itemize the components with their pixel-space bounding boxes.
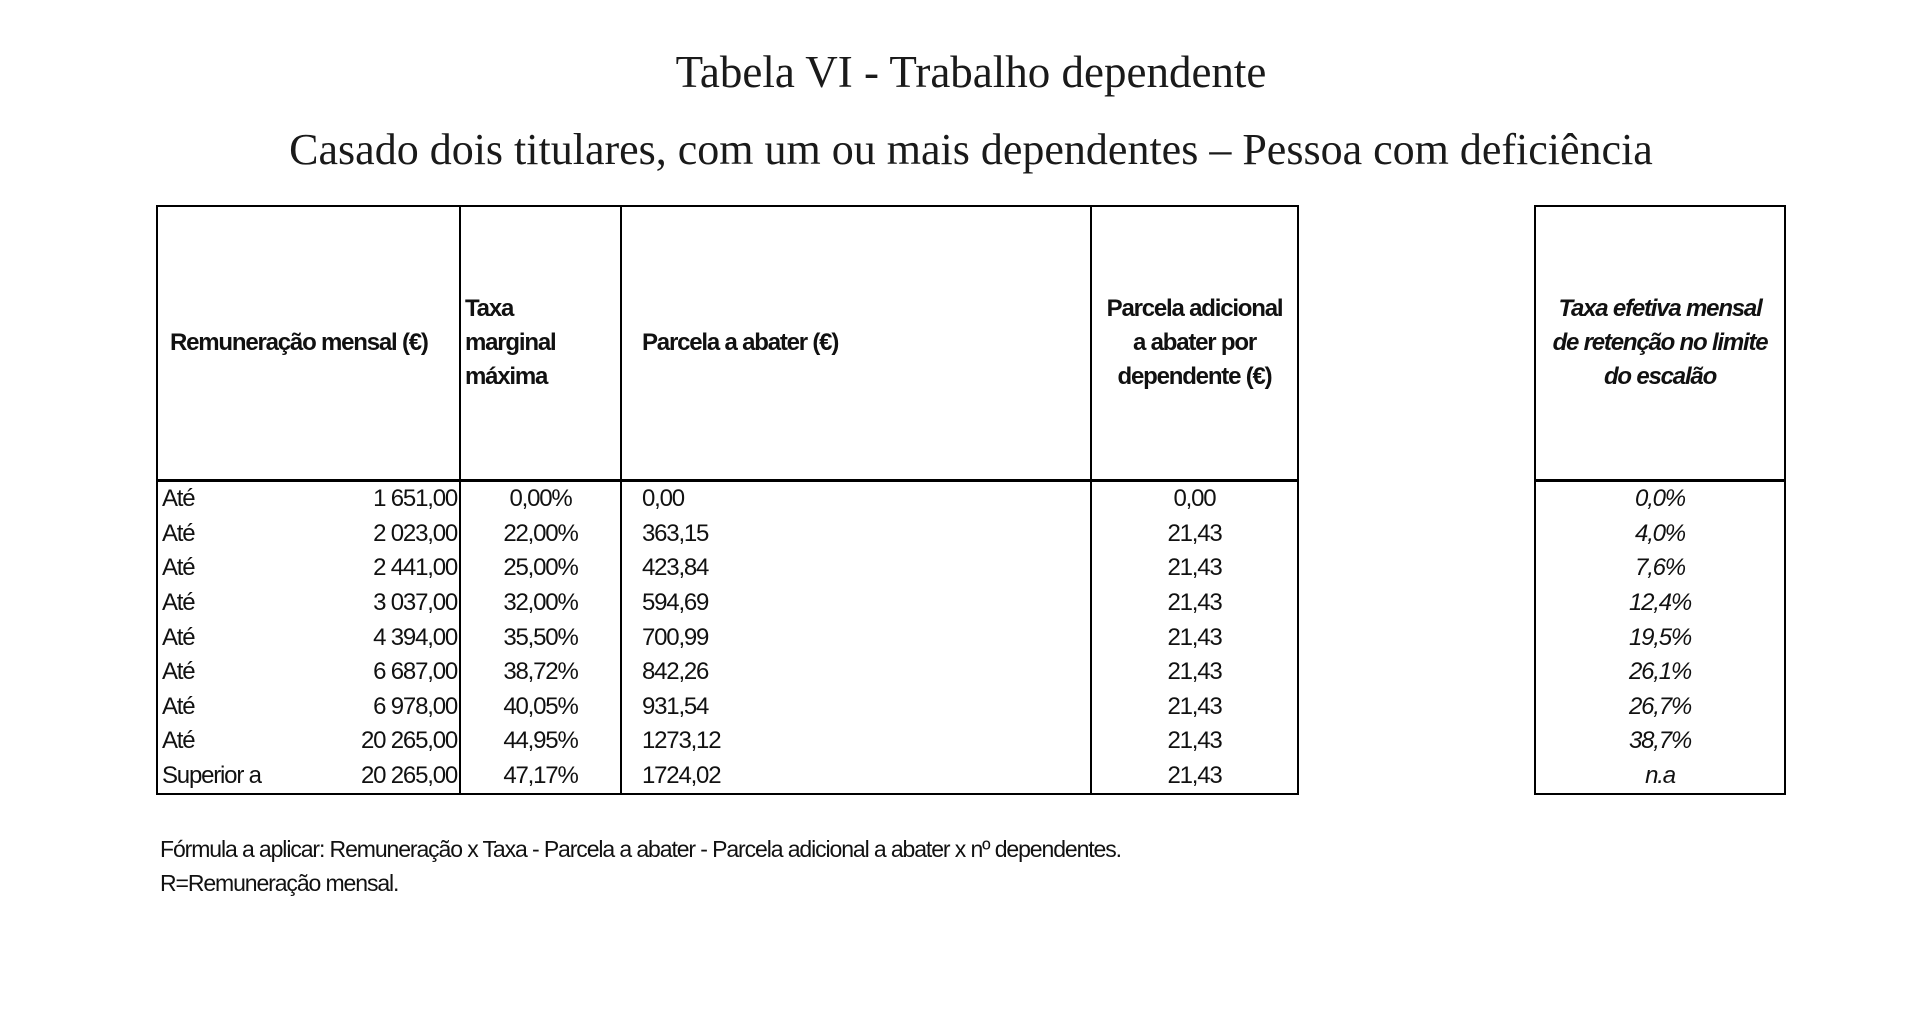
- header-taxa-efetiva-line3: do escalão: [1603, 363, 1717, 390]
- header-parcela: Parcela a abater (€): [621, 206, 1091, 481]
- table-row: [157, 586, 1298, 621]
- header-taxa-efetiva-line2: de retenção no limite: [1552, 329, 1768, 356]
- header-taxa-efetiva: [1535, 206, 1785, 481]
- table-row: [157, 690, 1298, 725]
- table-row: [157, 620, 1298, 655]
- row-taxa: 44,95%: [460, 724, 621, 759]
- row-adicional: 21,43: [1167, 519, 1222, 547]
- row-adicional: 21,43: [1167, 623, 1222, 651]
- row-taxa: 47,17%: [460, 759, 621, 795]
- header-remuneracao: Remuneração mensal (€): [157, 206, 460, 481]
- row-amount: 1 651,00: [336, 481, 460, 517]
- header-adicional-line2: a abater por: [1133, 329, 1256, 356]
- row-taxa: 25,00%: [460, 551, 621, 586]
- row-label: Até: [162, 589, 195, 617]
- row-label: Superior a: [162, 762, 261, 790]
- row-taxa: 35,50%: [460, 620, 621, 655]
- table-row: [157, 517, 1298, 552]
- row-label: Até: [162, 692, 195, 720]
- row-parcela: 363,15: [621, 517, 1091, 552]
- row-parcela: 0,00: [621, 481, 1091, 517]
- row-adicional: 21,43: [1167, 589, 1222, 617]
- row-parcela: 1724,02: [621, 759, 1091, 795]
- effective-rate: 26,7%: [1628, 692, 1692, 720]
- side-row: [1535, 551, 1785, 586]
- effective-rate: 38,7%: [1628, 727, 1692, 755]
- row-parcela: 931,54: [621, 690, 1091, 725]
- table-row: [157, 655, 1298, 690]
- table-row: [157, 759, 1298, 795]
- effective-rate: 0,0%: [1635, 485, 1685, 513]
- table-header-row: [157, 206, 1298, 481]
- header-taxa-line3: máxima: [465, 363, 548, 390]
- header-taxa-line2: marginal: [465, 329, 556, 356]
- remuneration-definition-note: R=Remuneração mensal.: [160, 870, 399, 896]
- table-row: [157, 551, 1298, 586]
- row-taxa: 32,00%: [460, 586, 621, 621]
- row-label: Até: [162, 519, 195, 547]
- row-label: Até: [162, 623, 195, 651]
- row-taxa: 0,00%: [460, 481, 621, 517]
- document-title: Tabela VI - Trabalho dependente: [675, 47, 1267, 97]
- row-parcela: 594,69: [621, 586, 1091, 621]
- header-adicional-line3: dependente (€): [1117, 363, 1272, 390]
- table-row: [157, 481, 1298, 517]
- row-taxa: 40,05%: [460, 690, 621, 725]
- row-amount: 20 265,00: [336, 724, 460, 759]
- header-adicional-line1: Parcela adicional: [1106, 295, 1283, 322]
- document-subtitle: Casado dois titulares, com um ou mais dependentes – Pessoa com deficiência: [289, 125, 1653, 174]
- row-adicional: 21,43: [1167, 692, 1222, 720]
- side-row: [1535, 586, 1785, 621]
- side-row: [1535, 517, 1785, 552]
- formula-note: Fórmula a aplicar: Remuneração x Taxa - Parcela a abater - Parcela adicional a abater x nº dependentes.: [160, 836, 1121, 862]
- row-adicional: 21,43: [1167, 554, 1222, 582]
- row-label: Até: [162, 485, 195, 513]
- effective-rate: 19,5%: [1628, 623, 1692, 651]
- header-taxa-line1: Taxa: [465, 295, 514, 322]
- row-parcela: 1273,12: [621, 724, 1091, 759]
- table-row: [157, 724, 1298, 759]
- row-parcela: 700,99: [621, 620, 1091, 655]
- side-row: [1535, 759, 1785, 795]
- row-amount: 2 441,00: [336, 551, 460, 586]
- effective-rate-table: [1534, 205, 1786, 795]
- effective-rate: n.a: [1645, 762, 1675, 790]
- side-header-row: [1535, 206, 1785, 481]
- effective-rate: 4,0%: [1635, 519, 1685, 547]
- side-row: [1535, 620, 1785, 655]
- header-taxa: [460, 206, 621, 481]
- row-amount: 2 023,00: [336, 517, 460, 552]
- row-amount: 20 265,00: [336, 759, 460, 795]
- effective-rate: 7,6%: [1635, 554, 1685, 582]
- row-taxa: 22,00%: [460, 517, 621, 552]
- row-adicional: 21,43: [1167, 762, 1222, 790]
- row-label: Até: [162, 658, 195, 686]
- row-adicional: 21,43: [1167, 727, 1222, 755]
- side-row: [1535, 481, 1785, 517]
- row-amount: 3 037,00: [336, 586, 460, 621]
- row-taxa: 38,72%: [460, 655, 621, 690]
- effective-rate: 12,4%: [1628, 589, 1692, 617]
- row-parcela: 842,26: [621, 655, 1091, 690]
- side-row: [1535, 690, 1785, 725]
- row-parcela: 423,84: [621, 551, 1091, 586]
- row-amount: 4 394,00: [336, 620, 460, 655]
- row-adicional: 21,43: [1167, 658, 1222, 686]
- row-amount: 6 978,00: [336, 690, 460, 725]
- row-label: Até: [162, 554, 195, 582]
- row-adicional: 0,00: [1173, 485, 1216, 513]
- withholding-table: [156, 205, 1299, 795]
- header-taxa-efetiva-line1: Taxa efetiva mensal: [1558, 295, 1762, 322]
- header-adicional: [1091, 206, 1298, 481]
- side-row: [1535, 724, 1785, 759]
- effective-rate: 26,1%: [1628, 658, 1692, 686]
- row-label: Até: [162, 727, 195, 755]
- row-amount: 6 687,00: [336, 655, 460, 690]
- side-row: [1535, 655, 1785, 690]
